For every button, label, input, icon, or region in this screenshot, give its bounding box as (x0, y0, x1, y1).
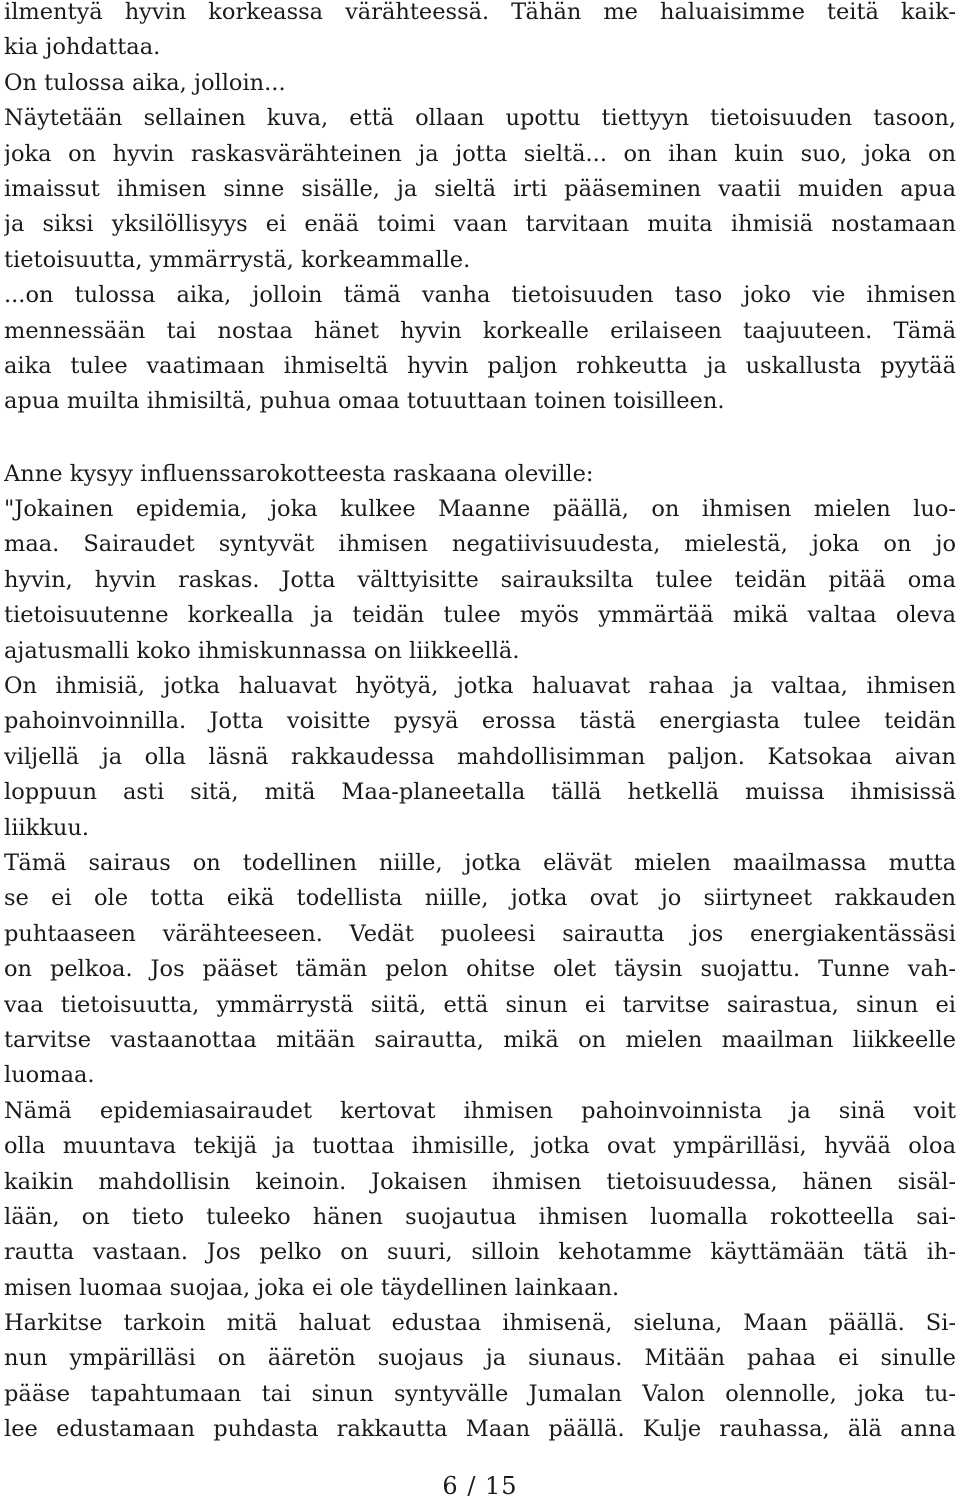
document-page (4, 0, 956, 1448)
text-line: loppuun asti sitä, mitä Maa-planeetalla tällä hetkellä muissa ihmisissä (4, 779, 956, 806)
text-line: tietoisuutenne korkealla ja teidän tulee myös ymmärtää mikä valtaa oleva (4, 602, 956, 629)
text-line: se ei ole totta eikä todellista niille, jotka ovat jo siirtyneet rakkauden (4, 885, 956, 912)
text-line: viljellä ja olla läsnä rakkaudessa mahdollisimman paljon. Katsokaa aivan (4, 743, 956, 770)
page-number: 6 / 15 (442, 1472, 518, 1500)
text-line: ajatusmalli koko ihmiskunnassa on liikkeellä. (4, 637, 520, 664)
text-line: apua muilta ihmisiltä, puhua omaa totuuttaan toinen toisilleen. (4, 388, 725, 415)
text-line: Harkitse tarkoin mitä haluat edustaa ihmisenä, sieluna, Maan päällä. Si- (4, 1310, 956, 1337)
text-line: lään, on tieto tuleeko hänen suojautua ihmisen luomalla rokotteella sai- (4, 1203, 956, 1230)
text-line: olla muuntava tekijä ja tuottaa ihmisille, jotka ovat ympärilläsi, hyvää oloa (4, 1133, 956, 1160)
text-line: luomaa. (4, 1062, 95, 1089)
text-line: "Jokainen epidemia, joka kulkee Maanne päällä, on ihmisen mielen luo- (4, 496, 956, 523)
text-line: lee edustamaan puhdasta rakkautta Maan päällä. Kulje rauhassa, älä anna (4, 1416, 956, 1443)
text-line: imaissut ihmisen sinne sisälle, ja sieltä irti pääseminen vaatii muiden apua (4, 175, 956, 202)
text-line: mennessään tai nostaa hänet hyvin korkealle erilaiseen taajuuteen. Tämä (4, 317, 956, 344)
text-line: ja siksi yksilöllisyys ei enää toimi vaan tarvitaan muita ihmisiä nostamaan (4, 211, 956, 238)
text-line: ...on tulossa aika, jolloin tämä vanha tietoisuuden taso joko vie ihmisen (4, 282, 956, 309)
text-line: rautta vastaan. Jos pelko on suuri, silloin kehotamme käyttämään tätä ih- (4, 1239, 956, 1266)
text-line: liikkuu. (4, 814, 89, 841)
text-line: tietoisuutta, ymmärrystä, korkeammalle. (4, 246, 471, 273)
text-line: joka on hyvin raskasvärähteinen ja jotta sieltä... on ihan kuin suo, joka on (4, 140, 956, 167)
text-line: vaa tietoisuutta, ymmärrystä siitä, että sinun ei tarvitse sairastua, sinun ei (4, 991, 956, 1018)
text-line: Nämä epidemiasairaudet kertovat ihmisen pahoinvoinnista ja sinä voit (4, 1097, 956, 1124)
text-line: misen luomaa suojaa, joka ei ole täydellinen lainkaan. (4, 1274, 620, 1301)
text-line: pääse tapahtumaan tai sinun syntyvälle Jumalan Valon olennolle, joka tu- (4, 1380, 956, 1407)
text-line: Näytetään sellainen kuva, että ollaan upottu tiettyyn tietoisuuden tasoon, (4, 105, 956, 132)
text-line: on pelkoa. Jos pääset tämän pelon ohitse olet täysin suojattu. Tunne vah- (4, 956, 956, 983)
paragraph-block-anne (4, 457, 956, 1448)
text-line: Anne kysyy influenssarokotteesta raskaana oleville: (4, 460, 594, 487)
paragraph-block-intro (4, 0, 956, 420)
text-line: aika tulee vaatimaan ihmiseltä hyvin paljon rohkeutta ja uskallusta pyytää (4, 352, 956, 379)
text-line: hyvin, hyvin raskas. Jotta välttyisitte sairauksilta tulee teidän pitää oma (4, 566, 956, 593)
text-line: puhtaaseen värähteeseen. Vedät puoleesi sairautta jos energiakentässäsi (4, 920, 956, 947)
text-line: tarvitse vastaanottaa mitään sairautta, mikä on mielen maailman liikkeelle (4, 1026, 956, 1053)
text-line: On tulossa aika, jolloin... (4, 69, 286, 96)
text-line: kia johdattaa. (4, 34, 161, 61)
text-line: nun ympärilläsi on ääretön suojaus ja siunaus. Mitään pahaa ei sinulle (4, 1345, 956, 1372)
text-line: Tämä sairaus on todellinen niille, jotka elävät mielen maailmassa mutta (4, 849, 956, 876)
text-line: maa. Sairaudet syntyvät ihmisen negatiivisuudesta, mielestä, joka on jo (4, 531, 956, 558)
text-line: pahoinvoinnilla. Jotta voisitte pysyä erossa tästä energiasta tulee teidän (4, 708, 956, 735)
text-line: ilmentyä hyvin korkeassa värähteessä. Tähän me haluaisimme teitä kaik- (4, 0, 956, 25)
paragraph-gap (4, 420, 956, 457)
text-line: On ihmisiä, jotka haluavat hyötyä, jotka haluavat rahaa ja valtaa, ihmisen (4, 673, 956, 700)
text-line: kaikin mahdollisin keinoin. Jokaisen ihmisen tietoisuudessa, hänen sisäl- (4, 1168, 956, 1195)
